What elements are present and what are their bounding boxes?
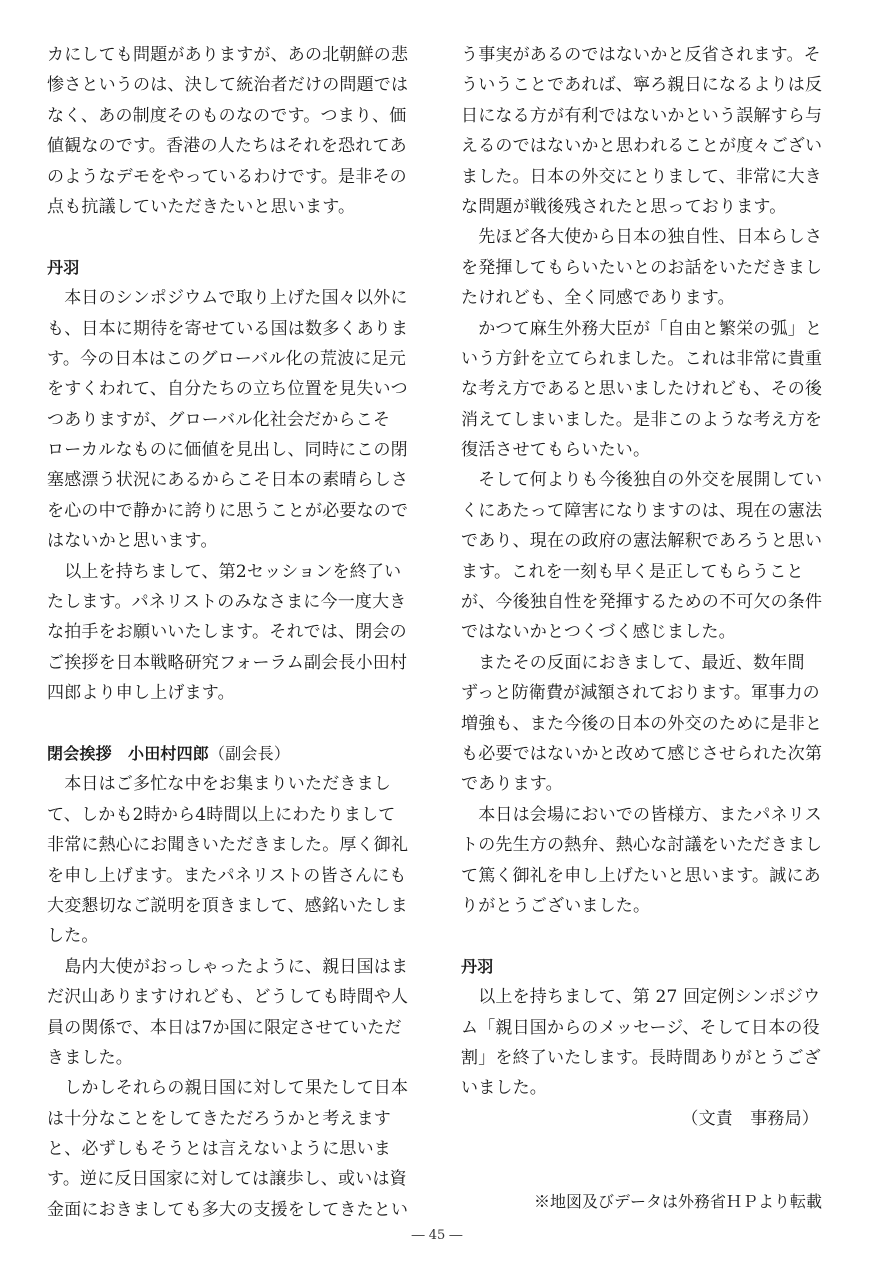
right-column — [461, 40, 821, 1134]
text-line: な考え方であると思いましたけれども、その後 — [461, 379, 823, 400]
text-line: ういうことであれば、寧ろ親日になるよりは反 — [461, 75, 823, 96]
section-heading — [47, 739, 407, 769]
text-line: 本日は会場においでの皆様方、またパネリス — [461, 804, 822, 825]
text-line: ム「親日国からのメッセージ、そして日本の役 — [461, 1017, 820, 1038]
text-line: を発揮してもらいたいとのお話をいただきまし — [461, 257, 823, 278]
speaker-name: 丹羽 — [461, 956, 494, 976]
blank-line — [47, 709, 407, 739]
text-line: なく、あの制度そのものなのです。つまり、価 — [47, 105, 407, 126]
text-line: だ沢山ありますけれども、どうしても時間や人 — [47, 987, 409, 1008]
text-line: 割」を終了いたします。長時間ありがとうござ — [461, 1047, 821, 1068]
text-line: きました。 — [47, 1047, 133, 1068]
text-line: くにあたって障害になりますのは、現在の憲法 — [461, 500, 823, 521]
text-line: のようなデモをやっているわけです。是非その — [47, 166, 407, 187]
text-line: す。逆に反日国家に対しては譲歩し、或いは資 — [47, 1169, 407, 1190]
text-line: が、今後独自性を発揮するための不可欠の条件 — [461, 592, 823, 613]
text-line: またその反面におきまして、最近、数年間 — [461, 652, 805, 673]
text-line: と、必ずしもそうとは言えないように思いま — [47, 1139, 391, 1160]
text-line: 以上を持ちまして、第2セッションを終了い — [47, 561, 402, 582]
text-line: 値観なのです。香港の人たちはそれを恐れてあ — [47, 136, 407, 157]
text-line: す。今の日本はこのグローバル化の荒波に足元 — [47, 348, 406, 369]
text-line: ました。日本の外交にとりまして、非常に大き — [461, 166, 822, 187]
text-line: な拍手をお願いいたします。それでは、閉会の — [47, 622, 407, 643]
text-line: 本日はご多忙な中をお集まりいただきまし — [47, 774, 391, 795]
text-line: いう方針を立てられました。これは非常に貴重 — [461, 348, 823, 369]
section-heading-title: 閉会挨拶 小田村四郎 — [47, 743, 210, 763]
text-line: 四郎より申し上げます。 — [47, 683, 235, 704]
text-line: 金面におきましても多大の支援をしてきたとい — [47, 1199, 409, 1220]
text-line: ではないかとつくづく感じました。 — [461, 622, 736, 643]
text-line: であります。 — [461, 774, 563, 795]
text-line: たします。パネリストのみなさまに今一度大き — [47, 592, 407, 613]
text-line: ご挨拶を日本戦略研究フォーラム副会長小田村 — [47, 652, 408, 673]
text-line: そして何よりも今後独自の外交を展開してい — [461, 470, 823, 491]
text-line: は十分なことをしてきただろうかと考えます — [47, 1108, 391, 1129]
credit-line: （文責 事務局） — [681, 1108, 819, 1129]
text-line: しかしそれらの親日国に対して果たして日本 — [47, 1078, 409, 1099]
text-line: 日になる方が有利ではないかという誤解すら与 — [461, 105, 823, 126]
text-line: はないかと思います。 — [47, 531, 218, 552]
text-line: ます。これを一刻も早く是正してもらうこと — [461, 561, 804, 582]
blank-line — [47, 222, 407, 252]
text-line: て、しかも2時から4時間以上にわたりまして — [47, 804, 396, 825]
text-line: 点も抗議していただきたいと思います。 — [47, 196, 356, 217]
left-column — [47, 40, 407, 1225]
text-line: 大変懇切なご説明を頂きまして、感銘いたしま — [47, 895, 408, 916]
text-line: 先ほど各大使から日本の独自性、日本らしさ — [461, 227, 823, 248]
text-line: も、日本に期待を寄せている国は数多くありま — [47, 318, 409, 339]
text-line: な問題が戦後残されたと思っております。 — [461, 196, 787, 217]
text-line: りがとうございました。 — [461, 895, 651, 916]
text-line: 復活させてもらいたい。 — [461, 440, 651, 461]
text-line: 本日のシンポジウムで取り上げた国々以外に — [47, 288, 408, 309]
text-line: 員の関係で、本日は7か国に限定させていただ — [47, 1017, 402, 1038]
text-line: をすくわれて、自分たちの立ち位置を見失いつ — [47, 379, 408, 400]
text-line: つありますが、グローバル化社会だからこそ — [47, 409, 391, 430]
text-line: 島内大使がおっしゃったように、親日国はま — [47, 956, 409, 977]
text-line: 非常に熱心にお聞きいただきました。厚く御礼 — [47, 835, 409, 856]
text-line: ずっと防衛費が減額されております。軍事力の — [461, 683, 820, 704]
text-line: であり、現在の政府の憲法解釈であろうと思い — [461, 531, 823, 552]
text-line: トの先生方の熱弁、熱心な討議をいただきまし — [461, 835, 823, 856]
text-line: て篤く御礼を申し上げたいと思います。誠にあ — [461, 865, 821, 886]
source-note: ※地図及びデータは外務省ＨＰより転載 — [533, 1192, 822, 1211]
text-line: 塞感漂う状況にあるからこそ日本の素晴らしさ — [47, 470, 409, 491]
section-heading-role: （副会長） — [209, 743, 291, 763]
text-line: を申し上げます。またパネリストの皆さんにも — [47, 865, 407, 886]
text-line: した。 — [47, 926, 99, 947]
text-line: う事実があるのではないかと反省されます。そ — [461, 45, 821, 65]
text-line: かつて麻生外務大臣が「自由と繁栄の弧」と — [461, 318, 823, 339]
text-line: も必要ではないかと改めて感じさせられた次第 — [461, 743, 823, 764]
text-line: えるのではないかと思われることが度々ござい — [461, 136, 823, 157]
text-line: ローカルなものに価値を見出し、同時にこの閉 — [47, 440, 408, 461]
text-line: を心の中で静かに誇りに思うことが必要なので — [47, 500, 409, 521]
text-line: 以上を持ちまして、第 27 回定例シンポジウ — [461, 987, 821, 1008]
page-number: ― 45 ― — [411, 1228, 463, 1243]
speaker-name: 丹羽 — [47, 257, 80, 277]
text-line: カにしても問題がありますが、あの北朝鮮の悲 — [47, 45, 409, 65]
text-line: 消えてしまいました。是非このような考え方を — [461, 409, 823, 430]
text-line: いました。 — [461, 1078, 547, 1099]
text-line: たけれども、全く同感であります。 — [461, 288, 735, 309]
blank-line — [461, 921, 821, 951]
text-line: 増強も、また今後の日本の外交のために是非と — [461, 713, 823, 734]
text-line: 惨さというのは、決して統治者だけの問題では — [47, 75, 409, 96]
